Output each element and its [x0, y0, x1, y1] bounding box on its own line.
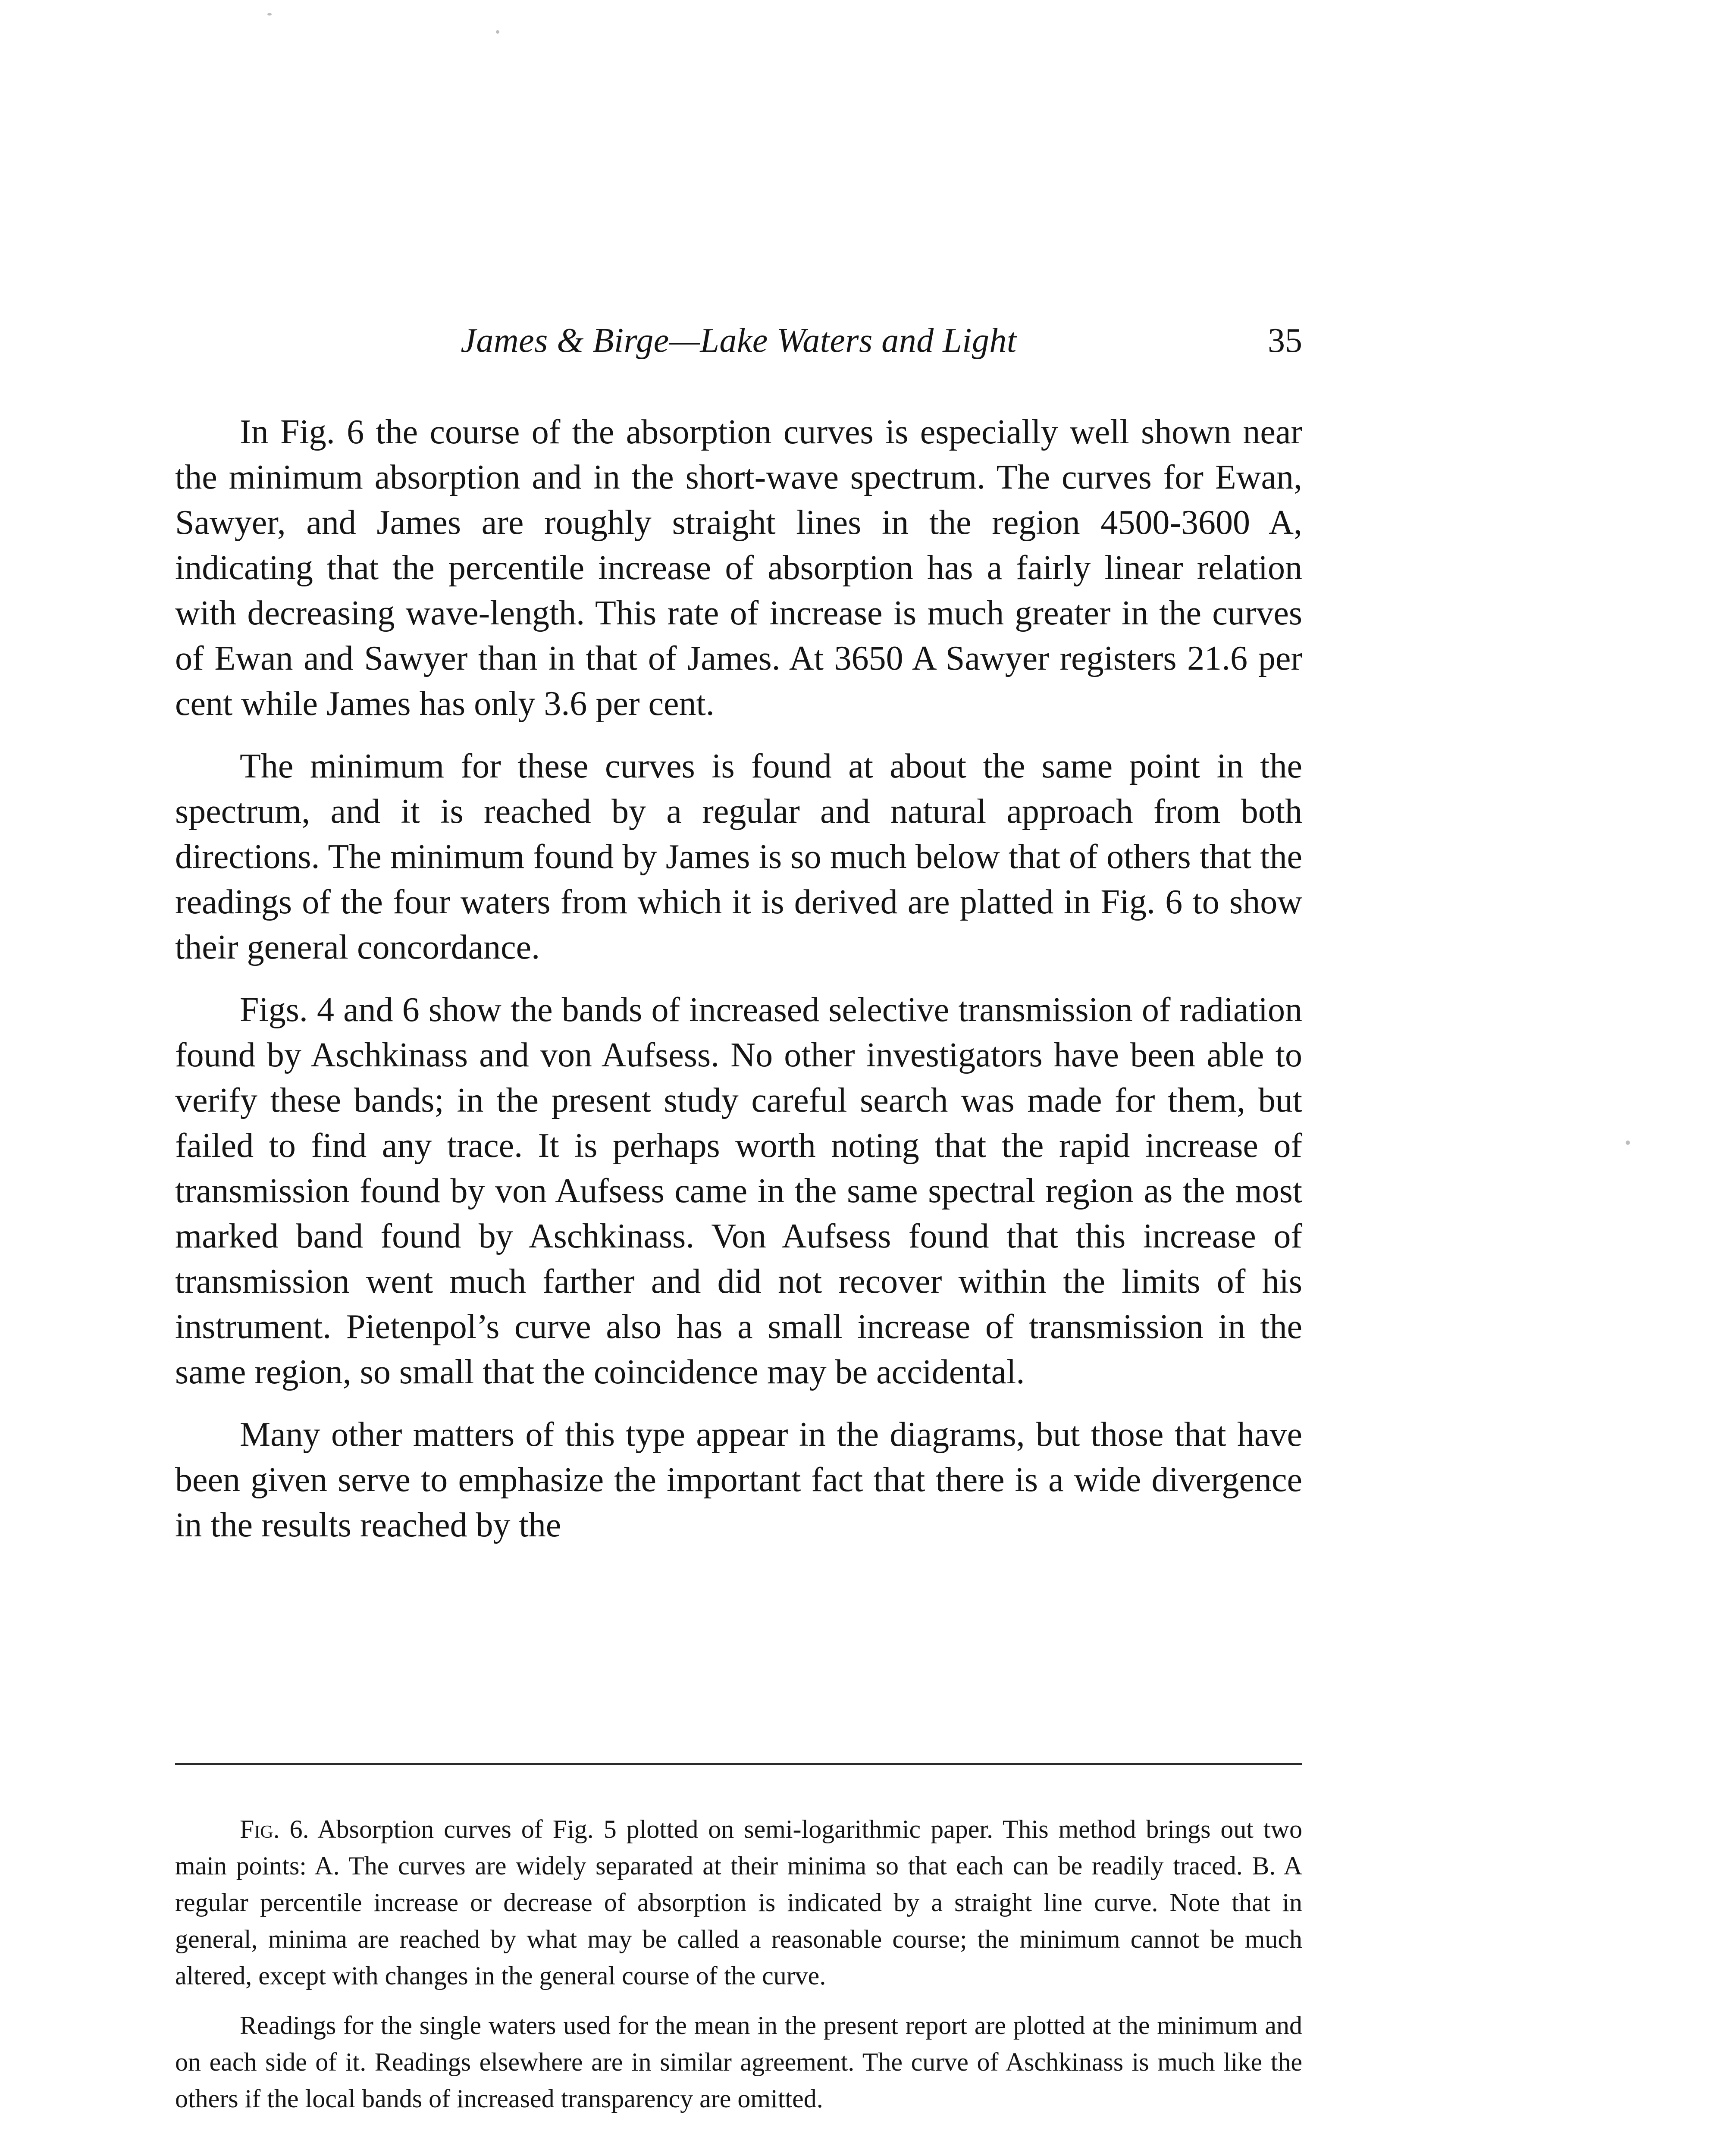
page-speck — [1626, 1141, 1630, 1145]
body-paragraph: The minimum for these curves is found at about the same point in the spectrum, and it is reached by a regular and natural approach from both directions. The minimum found by James is so much below that of others that the readings of the four waters from which it is derived are platted in Fig. 6 to show their general concordance. — [175, 747, 1302, 966]
caption-text: Absorption curves of Fig. 5 plotted on semi-logarithmic paper. This method brings out two main points: A. The curves are widely separated at their minima so that each can be readily traced. B. A regular percentile increase or decrease of absorption is indicated by a straight line curve. Note that in general, minima are reached by what may be called a reasonable course; the minimum cannot be much altered, except with changes in the general course of the curve. — [175, 1815, 1302, 1990]
body-paragraph: In Fig. 6 the course of the absorption curves is especially well shown near the minimum absorption and in the short-wave spectrum. The curves for Ewan, Sawyer, and James are roughly straight lines in the region 4500-3600 A, indicating that the percentile increase of absorption has a fairly linear relation with decreasing wave-length. This rate of increase is much greater in the curves of Ewan and Sawyer than in that of James. At 3650 A Sawyer registers 21.6 per cent while James has only 3.6 per cent. — [175, 413, 1302, 723]
caption-paragraph — [175, 1811, 1302, 1994]
caption-paragraph: Readings for the single waters used for the mean in the present report are plotted at the minimum and on each side of it. Readings elsewhere are in similar agreement. The curve of Aschkinass is much like the others if the local bands of increased transparency are omitted. — [175, 2011, 1302, 2113]
body-text — [175, 410, 1302, 1565]
figure-caption — [175, 1811, 1302, 2130]
running-head — [175, 317, 1302, 364]
figure-label: Fig. 6. — [240, 1815, 309, 1843]
body-paragraph: Figs. 4 and 6 show the bands of increased selective transmission of radiation found by Aschkinass and von Aufsess. No other investigators have been able to verify these bands; in the present study careful search was made for them, but failed to find any trace. It is perhaps worth noting that the rapid increase of transmission found by von Aufsess came in the same spectral region as the most marked band found by Aschkinass. Von Aufsess found that this increase of transmission went much farther and did not recover within the limits of his instrument. Pietenpol’s curve also has a small increase of transmission in the same region, so small that the coincidence may be accidental. — [175, 991, 1302, 1391]
body-paragraph: Many other matters of this type appear in the diagrams, but those that have been given serve to emphasize the important fact that there is a wide divergence in the results reached by the — [175, 1416, 1302, 1544]
page-speck — [267, 13, 272, 16]
running-title: James & Birge—Lake Waters and Light — [461, 322, 1017, 360]
footnote-rule — [175, 1763, 1302, 1765]
page-number: 35 — [1268, 322, 1302, 360]
page-speck — [496, 30, 499, 34]
